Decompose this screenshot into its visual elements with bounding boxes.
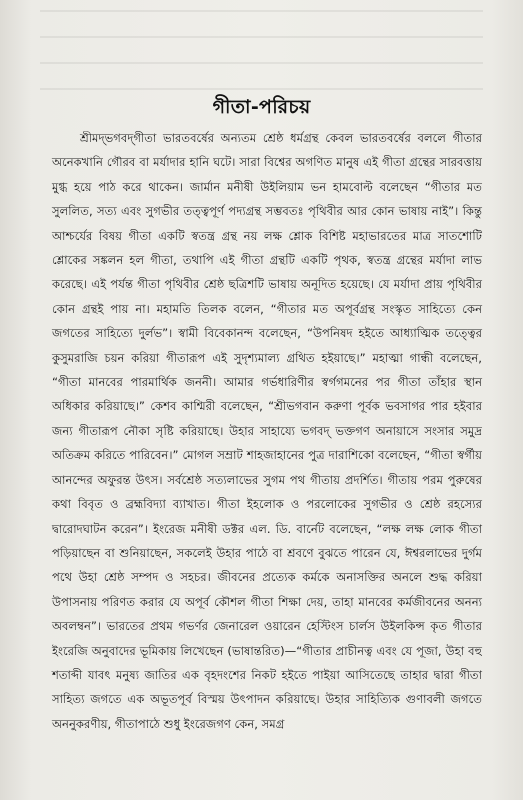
body-paragraph: শ্রীমদ্‌ভগবদ্‌গীতা ভারতবর্ষের অন্যতম শ্রেষ্ঠ ধর্মগ্রন্থ কেবল ভারতবর্ষের বললে গীতার অনেকখানি গৌরব বা মর্যাদার হানি ঘটে। সারা বিশ্বের অগণিত মানুষ এই গীতা গ্রন্থের সারবত্তায় মুগ্ধ হয়ে পাঠ করে থাকেন। জার্মান মনীষী উইলিয়াম ভন হামবোল্ট বলেছেন “গীতার মত সুললিত, সত্য এবং সুগভীর তত্ত্বপূর্ণ পদ্যগ্রন্থ সম্ভবতঃ পৃথিবীর আর কোন ভাষায় নাই”। কিন্তু আশ্চর্যের বিষয় গীতা একটি স্বতন্ত্র গ্রন্থ নয় লক্ষ শ্লোক বিশিষ্ট মহাভারতের মাত্র সাতশোটি শ্লোকের সঙ্কলন হল গীতা, তথাপি এই গীতা গ্রন্থটি একটি পৃথক, স্বতন্ত্র গ্রন্থের মর্যাদা লাভ করেছে। এই পর্যন্ত গীতা পৃথিবীর শ্রেষ্ঠ ছত্রিশটি ভাষায় অনূদিত হয়েছে। যে মর্যাদা প্রায় পৃথিবীর কোন গ্রন্থই পায় না। মহামতি তিলক বলেন, “গীতার মত অপূর্বগ্রন্থ সংস্কৃত সাহিত্যে কেন জগতের সাহিত্যে দুর্লভ”। স্বামী বিবেকানন্দ বলেছেন, “উপনিষদ হইতে আধ্যাত্মিক তত্ত্বের কুসুমরাজি চয়ন করিয়া গীতারূপ এই সুদৃশ্যমাল্য গ্রথিত হইয়াছে।” মহাত্মা গান্ধী বলেছেন, “গীতা মানবের পারমার্থিক জননী। আমার গর্ভধারিণীর স্বর্গগমনের পর গীতা তাঁহার স্থান অধিকার করিয়াছে।” কেশব কাশ্মিরী বলেছেন, “শ্রীভগবান করুণা পূর্বক ভবসাগর পার হইবার জন্য গীতারূপ নৌকা সৃষ্টি করিয়াছে। উহার সাহায্যে ভগবদ্‌ ভক্তগণ অনায়াসে সংসার সমুদ্র অতিক্রম করিতে পারিবেন।” মোগল সম্রাট শাহজাহানের পুত্র দারাশিকো বলেছেন, “গীতা স্বর্গীয় আনন্দের অফুরন্ত উৎস। সর্বশ্রেষ্ঠ সত্যলাভের সুগম পথ গীতায় প্রদর্শিত। গীতায় পরম পুরুষের কথা বিবৃত ও ব্রহ্মবিদ্যা ব্যাখাত। গীতা ইহলোক ও পরলোকের সুগভীর ও শ্রেষ্ঠ রহস্যের দ্বারোদঘাটন করেন”। ইংরেজ মনীষী ডক্টর এল. ডি. বার্নেট বলেছেন, “লক্ষ লক্ষ লোক গীতা পড়িয়াছেন বা শুনিয়াছেন, সকলেই উহার পাঠে বা শ্রবণে বুঝতে পারেন যে, ঈশ্বরলাভের দুর্গম পথে উহা শ্রেষ্ঠ সম্পদ ও সহচর। জীবনের প্রত্যেক কর্মকে অনাসক্তির অনলে শুদ্ধ করিয়া উপাসনায় পরিণত করার যে অপূর্ব কৌশল গীতা শিক্ষা দেয়, তাহা মানবের কর্মজীবনের অনন্য অবলম্বন”। ভারতের প্রথম গভর্ণর জেনারেল ওয়ারেন হেস্টিংস চার্লস উইলকিন্স কৃত গীতার ইংরেজি অনুবাদের ভূমিকায় লিখেছেন (ভাষান্তরিত)—“গীতার প্রাচীনত্ব এবং যে পূজা, উহা বহু শতাব্দী যাবৎ মনুষ্য জাতির এক বৃহদংশের নিকট হইতে পাইয়া আসিতেছে তাহার দ্বারা গীতা সাহিত্য জগতে এক অভূতপূর্ব বিস্ময় উৎপাদন করিয়াছে। উহার সাহিত্যিক গুণাবলী জগতে অননুকরণীয়, গীতাপাঠে শুধু ইংরেজগণ কেন, সমগ্র [52, 131, 482, 731]
bleed-through-text [40, 0, 483, 95]
chapter-title: গীতা-পরিচয় [212, 96, 311, 118]
